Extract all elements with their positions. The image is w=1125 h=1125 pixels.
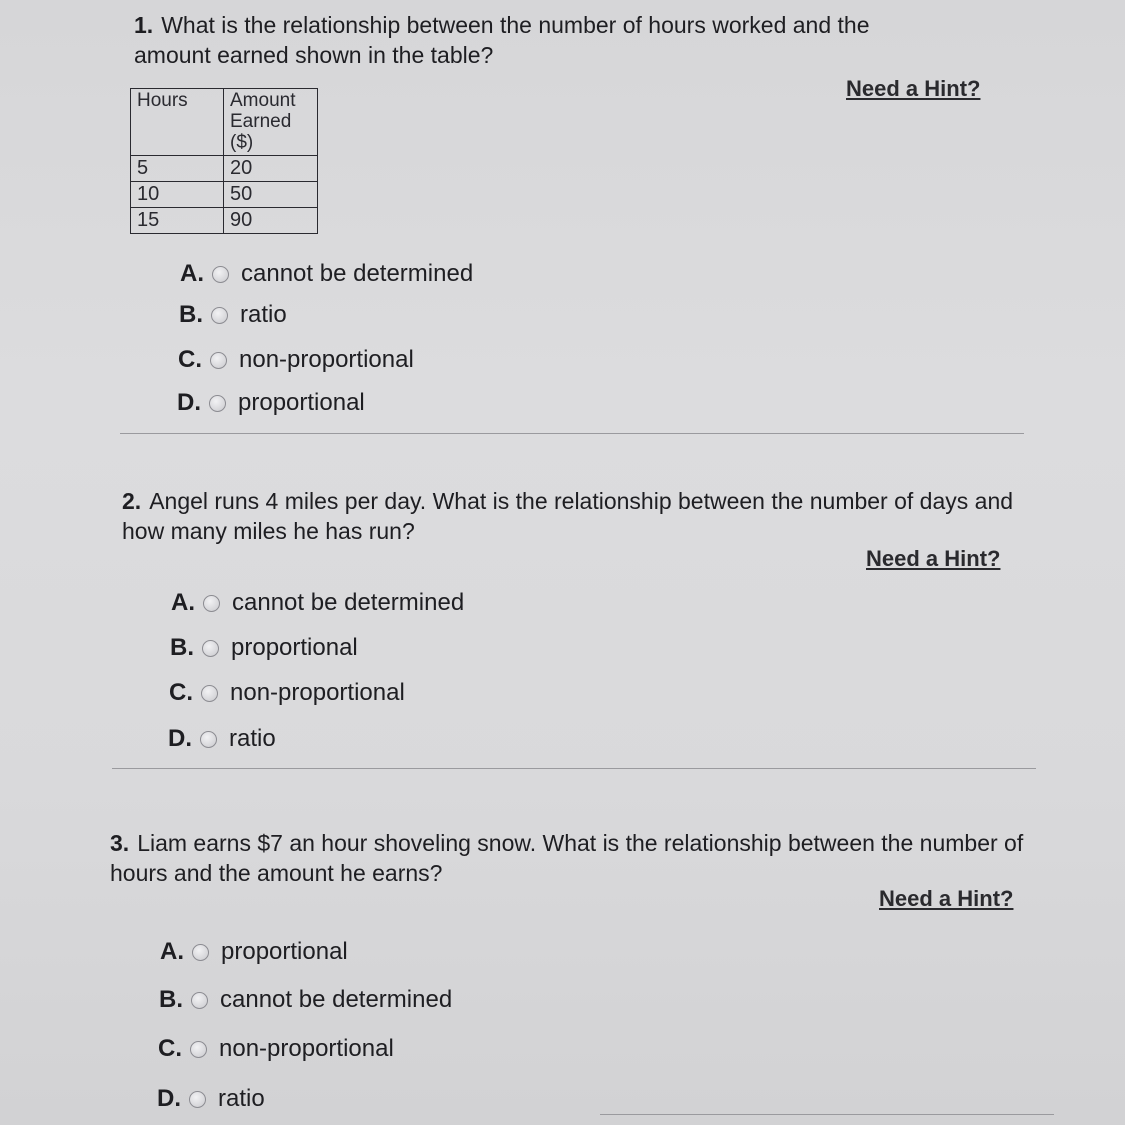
table-cell: 20 xyxy=(224,156,318,182)
section-divider xyxy=(600,1114,1054,1115)
option-letter: C. xyxy=(178,346,202,373)
section-divider xyxy=(112,768,1036,769)
radio-button[interactable] xyxy=(209,395,226,412)
table-row xyxy=(131,182,318,208)
radio-button[interactable] xyxy=(189,1091,206,1108)
radio-button[interactable] xyxy=(203,595,220,612)
radio-button[interactable] xyxy=(211,307,228,324)
option-label: cannot be determined xyxy=(232,589,465,616)
radio-button[interactable] xyxy=(212,266,229,283)
hours-earned-table xyxy=(130,88,318,234)
need-a-hint-link[interactable]: Need a Hint? xyxy=(879,886,1014,911)
option-letter: A. xyxy=(180,260,204,287)
answer-option[interactable] xyxy=(169,677,405,709)
question-number: 2. xyxy=(122,488,142,514)
option-letter: D. xyxy=(168,725,192,752)
need-a-hint-link[interactable]: Need a Hint? xyxy=(866,546,1001,571)
option-label: proportional xyxy=(221,938,348,965)
radio-button[interactable] xyxy=(202,640,219,657)
table-cell: 90 xyxy=(224,208,318,234)
option-label: non-proportional xyxy=(219,1035,394,1062)
option-label: cannot be determined xyxy=(220,986,453,1013)
option-label: cannot be determined xyxy=(241,260,474,287)
answer-option[interactable] xyxy=(179,299,287,331)
question-number: 3. xyxy=(110,830,130,856)
radio-button[interactable] xyxy=(200,731,217,748)
option-label: ratio xyxy=(229,725,276,752)
option-letter: B. xyxy=(170,634,194,661)
answer-option[interactable] xyxy=(158,1033,394,1065)
radio-button[interactable] xyxy=(191,992,208,1009)
option-letter: A. xyxy=(171,589,195,616)
answer-option[interactable] xyxy=(157,1083,265,1115)
table-cell: 50 xyxy=(224,182,318,208)
radio-button[interactable] xyxy=(201,685,218,702)
option-label: proportional xyxy=(238,389,365,416)
need-a-hint-link[interactable]: Need a Hint? xyxy=(846,76,981,101)
question-text xyxy=(122,486,1022,546)
answer-option[interactable] xyxy=(159,984,452,1016)
table-cell: 15 xyxy=(131,208,224,234)
radio-button[interactable] xyxy=(210,352,227,369)
header-hours: Hours xyxy=(131,89,224,156)
table-header-row xyxy=(131,89,318,156)
question-prompt: What is the relationship between the number of hours worked and the amount earned shown in the table? xyxy=(134,12,870,68)
table-cell: 5 xyxy=(131,156,224,182)
option-label: non-proportional xyxy=(230,679,405,706)
table-row xyxy=(131,208,318,234)
question-1 xyxy=(134,10,934,70)
option-label: non-proportional xyxy=(239,346,414,373)
answer-option[interactable] xyxy=(168,723,276,755)
option-letter: A. xyxy=(160,938,184,965)
option-letter: C. xyxy=(158,1035,182,1062)
table-cell: 10 xyxy=(131,182,224,208)
question-2 xyxy=(122,486,1022,546)
table-row xyxy=(131,156,318,182)
radio-button[interactable] xyxy=(190,1041,207,1058)
answer-option[interactable] xyxy=(180,258,473,290)
question-number: 1. xyxy=(134,12,154,38)
answer-option[interactable] xyxy=(171,587,464,619)
radio-button[interactable] xyxy=(192,944,209,961)
question-prompt: Liam earns $7 an hour shoveling snow. What is the relationship between the number of hours and the amount he earns? xyxy=(110,830,1024,886)
option-letter: C. xyxy=(169,679,193,706)
option-label: ratio xyxy=(240,301,287,328)
answer-option[interactable] xyxy=(178,344,414,376)
question-text xyxy=(134,10,934,70)
option-label: proportional xyxy=(231,634,358,661)
option-label: ratio xyxy=(218,1085,265,1112)
option-letter: D. xyxy=(177,389,201,416)
option-letter: D. xyxy=(157,1085,181,1112)
answer-option[interactable] xyxy=(170,632,358,664)
question-text xyxy=(110,828,1050,888)
option-letter: B. xyxy=(159,986,183,1013)
answer-option[interactable] xyxy=(177,387,365,419)
option-letter: B. xyxy=(179,301,203,328)
question-3 xyxy=(110,828,1050,888)
answer-option[interactable] xyxy=(160,936,348,968)
question-prompt: Angel runs 4 miles per day. What is the relationship between the number of days and how many miles he has run? xyxy=(122,488,1014,544)
section-divider xyxy=(120,433,1024,434)
header-amount-earned: Amount Earned ($) xyxy=(224,89,318,156)
